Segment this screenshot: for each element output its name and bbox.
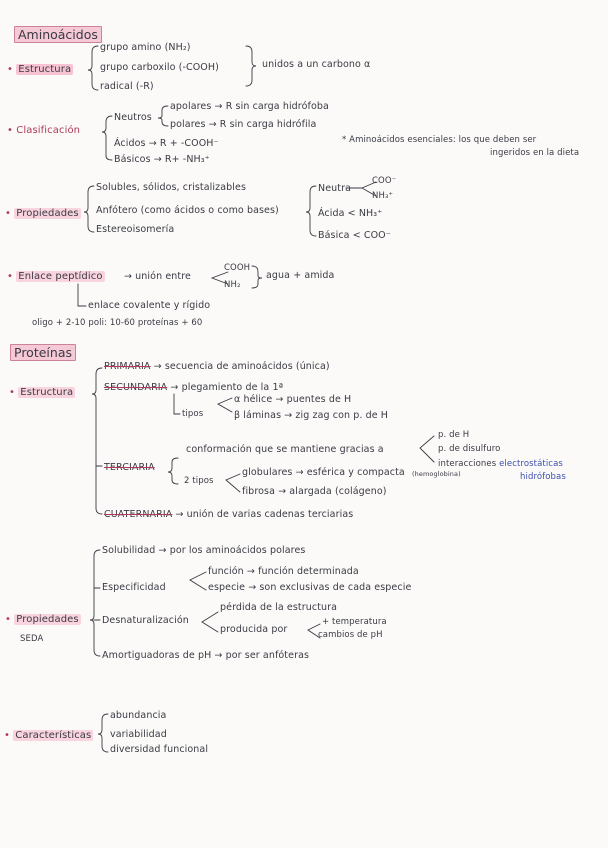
- funcion: función → función determinada: [208, 566, 359, 577]
- secundaria-tipos: tipos: [182, 409, 204, 419]
- globulares: globulares → esférica y compacta: [242, 467, 405, 478]
- union-entre: → unión entre: [124, 271, 191, 282]
- estructura-prot-label: • Estructura: [9, 387, 74, 398]
- desnaturalizacion: Desnaturalización: [102, 615, 189, 626]
- unidos-carbono: unidos a un carbono α: [262, 59, 371, 70]
- caracteristicas-label: • Características: [4, 730, 92, 741]
- acida: Ácida < NH₃⁺: [318, 208, 383, 219]
- fibrosa: fibrosa → alargada (colágeno): [242, 486, 387, 497]
- especificidad: Especificidad: [102, 582, 166, 593]
- neutra-coo: COO⁻: [372, 176, 397, 186]
- perdida-estructura: pérdida de la estructura: [220, 602, 338, 613]
- aminoacidos-title: Aminoácidos: [14, 26, 102, 43]
- neutra: Neutra: [318, 183, 352, 194]
- agua-amida: agua + amida: [266, 270, 335, 281]
- conformacion: conformación que se mantiene gracias a: [186, 444, 384, 455]
- covalente-rigido: enlace covalente y rígido: [88, 300, 211, 311]
- acidos: Ácidos → R + -COOH⁻: [114, 138, 219, 149]
- terciaria-2-tipos: 2 tipos: [184, 476, 214, 486]
- basica: Básica < COO⁻: [318, 230, 391, 241]
- proteinas-title: Proteínas: [10, 344, 76, 361]
- beta-laminas: β láminas → zig zag con p. de H: [234, 410, 389, 421]
- oligo-poli-counts: oligo + 2-10 poli: 10-60 proteínas + 60: [32, 318, 203, 328]
- neutros: Neutros: [114, 112, 152, 123]
- terciaria: TERCIARIA: [104, 462, 155, 473]
- enlace-cooh: COOH: [224, 263, 251, 273]
- cambios-ph: cambios de pH: [318, 630, 383, 640]
- propiedades-aa-label: • Propiedades: [5, 208, 79, 219]
- primaria: PRIMARIA → secuencia de aminoácidos (única): [104, 361, 330, 372]
- cuaternaria: CUATERNARIA → unión de varias cadenas terciarias: [104, 509, 354, 520]
- apolares: apolares → R sin carga hidrófoba: [170, 101, 329, 112]
- grupo-amino: grupo amino (NH₂): [100, 42, 191, 53]
- anfotero: Anfótero (como ácidos o como bases): [96, 205, 279, 216]
- amortiguadoras: Amortiguadoras de pH → por ser anfóteras: [102, 650, 310, 661]
- p-de-h: p. de H: [438, 430, 470, 440]
- enlace-nh2: NH₂: [224, 280, 241, 290]
- basicos: Básicos → R+ -NH₃⁺: [114, 154, 210, 165]
- enlace-label: • Enlace peptídico: [7, 271, 103, 282]
- esenciales-note-2: ingeridos en la dieta: [490, 148, 580, 158]
- p-disulfuro: p. de disulfuro: [438, 444, 501, 454]
- radical: radical (-R): [100, 81, 154, 92]
- polares: polares → R sin carga hidrófila: [170, 119, 317, 130]
- grupo-carboxilo: grupo carboxilo (-COOH): [100, 62, 219, 73]
- variabilidad: variabilidad: [110, 729, 167, 740]
- diversidad-funcional: diversidad funcional: [110, 744, 209, 755]
- neutra-nh3: NH₃⁺: [372, 191, 394, 201]
- especie: especie → son exclusivas de cada especie: [208, 582, 412, 593]
- hemoglobina: (hemoglobina): [412, 470, 461, 478]
- producida-por: producida por: [220, 624, 288, 635]
- propiedades-prot-label: • Propiedades: [5, 614, 79, 625]
- abundancia: abundancia: [110, 710, 167, 721]
- solubles: Solubles, sólidos, cristalizables: [96, 182, 246, 193]
- estereoisomeria: Estereoisomería: [96, 224, 175, 235]
- estructura-aa-label: • Estructura: [7, 64, 72, 75]
- clasificacion-label: • Clasificación: [7, 125, 81, 136]
- interacciones: interacciones electrostáticas: [438, 459, 563, 469]
- secundaria: SECUNDARIA → plegamiento de la 1ª: [104, 382, 284, 393]
- solubilidad: Solubilidad → por los aminoácidos polares: [102, 545, 306, 556]
- esenciales-note-1: * Aminoácidos esenciales: los que deben ser: [342, 135, 537, 145]
- seda: SEDA: [20, 634, 44, 644]
- alfa-helice: α hélice → puentes de H: [234, 394, 352, 405]
- temperatura: + temperatura: [322, 617, 387, 627]
- hidrofobas: hidrófobas: [520, 472, 566, 482]
